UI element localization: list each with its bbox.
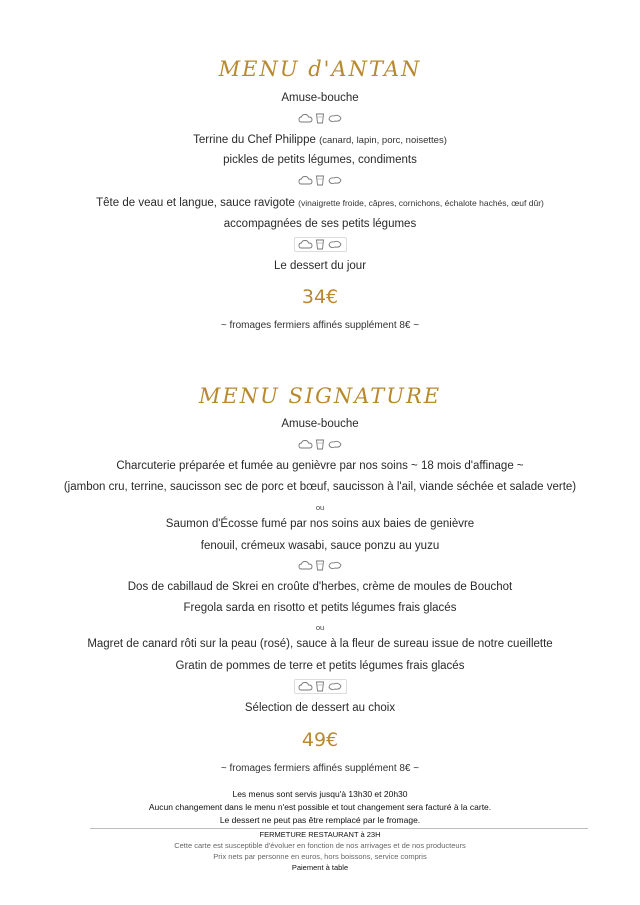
- separator-icons: [0, 439, 640, 450]
- signature-cheese-supplement: ~ fromages fermiers affinés supplément 8€ ~: [220, 763, 420, 774]
- cloud-icon: [298, 239, 313, 250]
- signature-amuse-bouche: Amuse-bouche: [281, 418, 359, 430]
- menu-antan-title: MENU d'ANTAN: [218, 57, 422, 81]
- charcuterie-line: Charcuterie préparée et fumée au genièvre par nos soins ~ 18 mois d'affinage ~: [116, 460, 524, 472]
- separator-icons: [0, 560, 640, 571]
- cloud-icon: [327, 560, 343, 571]
- antan-cheese-supplement: ~ fromages fermiers affinés supplément 8€ ~: [220, 320, 420, 331]
- menu-signature-title: MENU SIGNATURE: [198, 384, 442, 408]
- saumon-line: Saumon d'Écosse fumé par nos soins aux baies de genièvre: [165, 518, 475, 530]
- footer-line-1: Cette carte est susceptible d'évoluer en fonction de nos arrivages et de nos producteurs: [174, 841, 466, 850]
- footer-divider: [90, 828, 588, 829]
- fenouil-line: fenouil, crémeux wasabi, sauce ponzu au yuzu: [200, 540, 440, 552]
- terrine-detail: (canard, lapin, porc, noisettes): [319, 135, 447, 146]
- terrine-line: [0, 134, 640, 146]
- signature-price: 49€: [301, 729, 339, 751]
- antan-price: 34€: [301, 286, 339, 308]
- glass-icon: [315, 175, 325, 186]
- glass-icon: [315, 239, 325, 250]
- fregola-line: Fregola sarda en risotto et petits légumes frais glacés: [183, 602, 457, 614]
- cloud-icon: [327, 239, 343, 250]
- glass-icon: [315, 439, 325, 450]
- tete-detail: (vinaigrette froide, câpres, cornichons, échalote hachés, œuf dûr): [298, 198, 544, 208]
- dessert-du-jour: Le dessert du jour: [273, 260, 367, 272]
- selection-dessert: Sélection de dessert au choix: [244, 702, 396, 714]
- dessert-note: Le dessert ne peut pas être remplacé par le fromage.: [219, 815, 421, 825]
- antan-amuse-bouche: Amuse-bouche: [281, 92, 359, 104]
- closing-time: FERMETURE RESTAURANT à 23H: [259, 830, 381, 839]
- ou-separator: ou: [315, 623, 325, 632]
- pickles-line: pickles de petits légumes, condiments: [223, 154, 417, 166]
- footer-line-2: Prix nets par personne en euros, hors boissons, service compris: [213, 852, 427, 861]
- cloud-icon: [327, 681, 343, 692]
- cloud-icon: [327, 113, 343, 124]
- ou-separator: ou: [315, 503, 325, 512]
- cloud-icon: [327, 439, 343, 450]
- service-hours-note: Les menus sont servis jusqu'à 13h30 et 20h30: [232, 789, 408, 799]
- cloud-icon: [298, 560, 313, 571]
- charcuterie-detail: (jambon cru, terrine, saucisson sec de porc et bœuf, saucisson à l'ail, viande séchée et salade verte): [63, 481, 577, 493]
- gratin-line: Gratin de pommes de terre et petits légumes frais glacés: [175, 660, 465, 672]
- cabillaud-line: Dos de cabillaud de Skrei en croûte d'herbes, crème de moules de Bouchot: [127, 581, 513, 593]
- separator-icons: [0, 679, 640, 694]
- separator-icons: [0, 113, 640, 124]
- tete-name: Tête de veau et langue, sauce ravigote: [96, 197, 295, 209]
- separator-icons: [0, 175, 640, 186]
- glass-icon: [315, 560, 325, 571]
- no-change-note: Aucun changement dans le menu n'est possible et tout changement sera facturé à la carte.: [148, 802, 492, 812]
- magret-line: Magret de canard rôti sur la peau (rosé), sauce à la fleur de sureau issue de notre cueillette: [87, 638, 553, 650]
- cloud-icon: [298, 439, 313, 450]
- terrine-name: Terrine du Chef Philippe: [193, 134, 316, 146]
- accompagnees-line: accompagnées de ses petits légumes: [223, 218, 417, 230]
- glass-icon: [315, 681, 325, 692]
- separator-icons: [0, 237, 640, 252]
- glass-icon: [315, 113, 325, 124]
- cloud-icon: [327, 175, 343, 186]
- cloud-icon: [298, 175, 313, 186]
- cloud-icon: [298, 113, 313, 124]
- tete-line: [0, 197, 640, 209]
- cloud-icon: [298, 681, 313, 692]
- payment-note: Paiement à table: [291, 863, 349, 872]
